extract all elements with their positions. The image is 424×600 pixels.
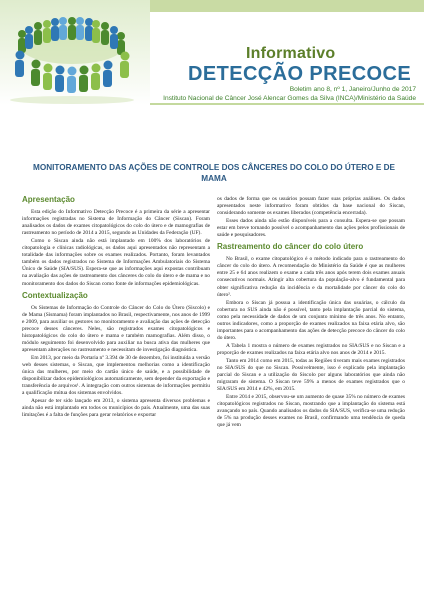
header-divider <box>150 103 424 105</box>
section-title-contextualizacao: Contextualização <box>22 290 88 300</box>
edition-text: Boletim ano 8, nº 1, Janeiro/Junho de 2017 <box>289 86 416 93</box>
series-label: Informativo <box>246 45 336 62</box>
header <box>0 0 424 105</box>
paragraph: Apesar de ter sido lançado em 2013, o sistema apresenta diversos problemas e ainda não está implantado em todos os municípios do país. Atualmente, uma das suas limitações é a falta de funções para gerar relatórios e exportar <box>22 398 210 419</box>
paragraph: Embora o Siscan já possua a identificação única das usuárias, o cálculo da cobertura no SUS ainda não é possível, tanto pela implantação parcial do sistema, como pela necessidade de dados de um conjunto mínimo de três anos. No entanto, outros indicadores, como a proporção de exames realizados na faixa etária alvo, são importantes para o acompanhamento das ações de detecção precoce do câncer do colo do útero. <box>217 299 405 341</box>
section-title-apresentacao: Apresentação <box>22 195 75 204</box>
paragraph: Esta edição do Informativo Detecção Precoce é a primeira da série a apresentar informações registradas no Sistema de Informação do Câncer (Siscan). Foram analisados os dados de exames citopatológicos do colo do útero e de mamografias de rastreamento no período de 2014 a 2015, segundo as Unidades da Federação (UF). <box>22 209 210 237</box>
newsletter-title: DETECÇÃO PRECOCE <box>188 63 412 85</box>
edition-info <box>163 86 416 104</box>
paragraph: Como o Siscan ainda não está implantado em 100% dos laboratórios de citopatologia e clínicas radiológicas, os dados aqui apresentados não representam a totalidade das informações sobre os exames realizados. Portanto, foram levantados também os dados registrados no Sistema de Informações Ambulatoriais do Sistema Único de Saúde (SIA/SUS). Espera-se que as informações aqui expostas contribuam na avaliação das ações de rastreamento dos cânceres do colo do útero e de mama e no monitoramento dos dados do Siscan como fonte de informações epidemiológicas. <box>22 238 210 287</box>
people-circle-illustration <box>0 0 150 105</box>
paragraph: Os Sistemas de Informação do Controle do Câncer do Colo do Útero (Siscolo) e de Mama (Sismama) foram implantados no Brasil, respectivamente, nos anos de 1999 e 2009, para auxiliar os gestores no monitoramento e avaliação das ações de detecção precoce desses cânceres. Neles, são registrados exames citopatológicos e histopatológicos do colo do útero e mama e também mamografias. Além disso, o módulo seguimento foi desenvolvido para auxiliar na busca ativa das mulheres que apresentam alterações no rastreamento e necessitam de investigação diagnóstica. <box>22 304 210 353</box>
right-column <box>217 196 405 430</box>
institution-text: Instituto Nacional de Câncer José Alencar Gomes da Silva (INCA)/Ministério da Saúde <box>163 94 416 102</box>
paragraph: os dados de forma que os usuários possam fazer suas próprias análises. Os dados apresentados neste informativo foram obtidos da base nacional do Siscan, considerando somente os exames liberados (competência encerrada). <box>217 196 405 217</box>
paragraph: Em 2013, por meio da Portaria nº 3.394 de 30 de dezembro, foi instituída a versão web desses sistemas, o Siscan, que implementou melhorias como a identificação única das mulheres, por meio do cartão único de saúde, e a possibilidade de disponibilizar dados epidemiológicos automaticamente, sem depender da exportação e transferência de arquivos¹. A integração com outros sistemas de informações permitiu a qualificação mútua dos sistemas envolvidos. <box>22 354 210 397</box>
paragraph: Esses dados ainda não estão disponíveis para a consulta. Espera-se que possam estar em breve tornando possível o acompanhamento das ações pelos profissionais de saúde e pesquisadores. <box>217 218 405 239</box>
header-band <box>150 0 424 12</box>
left-column <box>22 196 210 420</box>
paragraph: Tanto em 2014 como em 2015, todas as Regiões tiveram mais exames registrados no SIA/SUS do que no Siscan. Possivelmente, isso é explicado pela implantação parcial do Siscan e a utilização do Siscolo por alguns laboratórios que ainda não migraram de sistema. O Siscan teve 59% a menos de exames registrados que o SIA/SUS em 2014 e 42%, em 2015. <box>217 357 405 393</box>
main-headline: MONITORAMENTO DAS AÇÕES DE CONTROLE DOS CÂNCERES DO COLO DO ÚTERO E DE MAMA <box>33 163 395 183</box>
paragraph: No Brasil, o exame citopatológico é o método indicado para o rastreamento do câncer do colo do útero. A recomendação do Ministério da Saúde é que as mulheres entre 25 e 64 anos realizem o exame a cada três anos após terem dois exames anuais consecutivos normais. Atingir alta cobertura da população-alvo é fundamental para obter significativa redução da incidência e da mortalidade por câncer do colo do útero². <box>217 256 405 298</box>
paragraph: Entre 2014 e 2015, observou-se um aumento de quase 35% no número de exames citopatológicos registrados no Siscan, mostrando que a implantação do sistema está avançando no país. Quando analisados os dados do SIA/SUS, verifica-se uma redução de 5% na produção desses exames no Brasil, confirmando uma tendência de queda que já vem <box>217 394 405 429</box>
section-title-rastreamento: Rastreamento do câncer do colo útero <box>217 242 364 252</box>
paragraph: A Tabela 1 mostra o número de exames registrados no SIA/SUS e no Siscan e a proporção de exames realizados na faixa etária alvo nos anos de 2014 e 2015. <box>217 342 405 356</box>
